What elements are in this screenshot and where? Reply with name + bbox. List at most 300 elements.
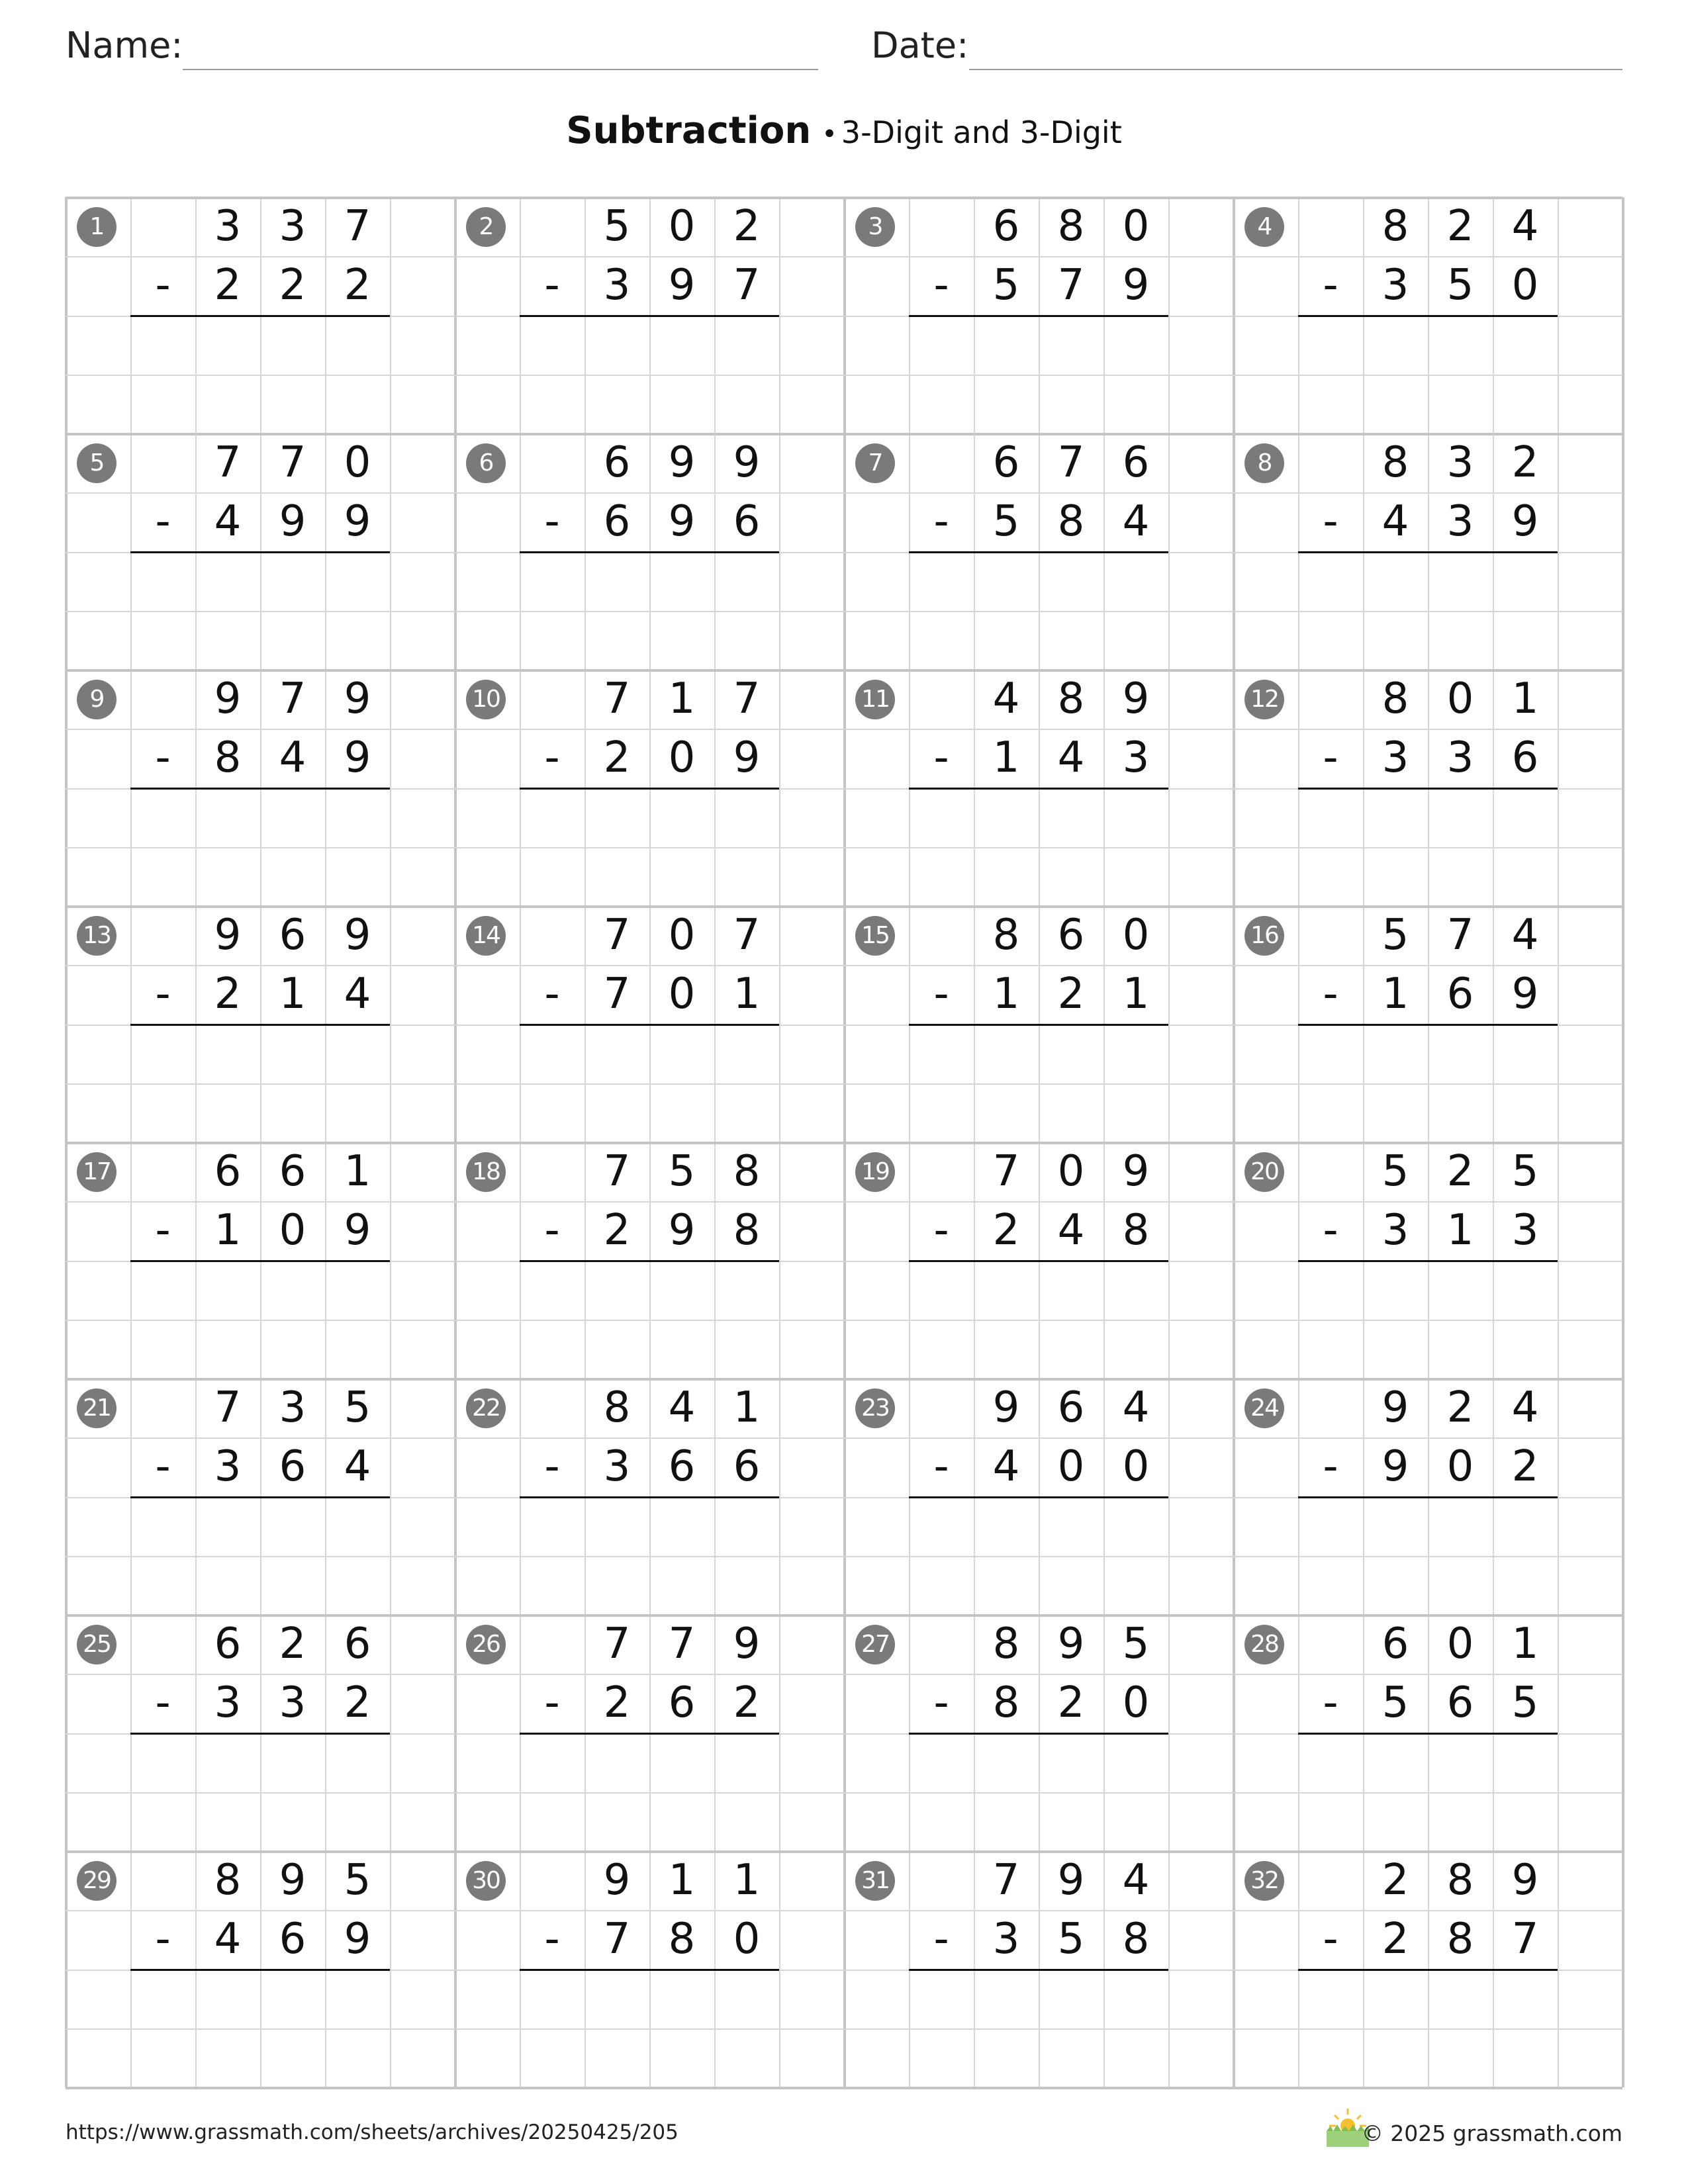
answer-cell[interactable] xyxy=(714,1970,779,2028)
answer-cell[interactable] xyxy=(195,316,260,375)
answer-cell[interactable] xyxy=(260,788,325,847)
answer-cell[interactable] xyxy=(1103,1556,1168,1615)
answer-cell[interactable] xyxy=(585,375,649,433)
answer-cell[interactable] xyxy=(909,1970,974,2028)
answer-cell[interactable] xyxy=(1363,1497,1428,1556)
problem-number-badge: 2 xyxy=(466,207,506,247)
answer-cell[interactable] xyxy=(974,788,1039,847)
answer-cell[interactable] xyxy=(1428,375,1493,433)
answer-cell[interactable] xyxy=(195,2028,260,2087)
answer-cell[interactable] xyxy=(1298,552,1363,611)
answer-cell[interactable] xyxy=(974,1083,1039,1142)
answer-cell[interactable] xyxy=(1493,1497,1558,1556)
subtrahend-digit: 7 xyxy=(1511,1915,1539,1964)
minus-sign: - xyxy=(544,733,560,783)
answer-cell[interactable] xyxy=(909,611,974,670)
answer-cell[interactable] xyxy=(649,552,714,611)
answer-cell[interactable] xyxy=(260,1024,325,1083)
answer-cell[interactable] xyxy=(1363,2028,1428,2087)
minuend-digit: 2 xyxy=(279,1619,306,1668)
answer-cell[interactable] xyxy=(1039,788,1103,847)
problem-number-badge: 13 xyxy=(77,916,117,956)
minuend-digit: 7 xyxy=(992,1147,1020,1196)
answer-cell[interactable] xyxy=(260,1261,325,1320)
answer-cell[interactable] xyxy=(325,788,390,847)
subtrahend-digit: 9 xyxy=(668,497,696,547)
answer-cell[interactable] xyxy=(195,1556,260,1615)
minuend-digit: 4 xyxy=(1122,1383,1150,1432)
minuend-digit: 5 xyxy=(1511,1147,1539,1196)
answer-cell[interactable] xyxy=(1298,2028,1363,2087)
subtrahend-digit: 1 xyxy=(992,733,1020,783)
subtrahend-digit: 1 xyxy=(1382,970,1409,1019)
answer-cell[interactable] xyxy=(974,847,1039,906)
answer-cell[interactable] xyxy=(1103,847,1168,906)
answer-cell[interactable] xyxy=(195,1024,260,1083)
answer-cell[interactable] xyxy=(1493,1024,1558,1083)
answer-cell[interactable] xyxy=(974,1497,1039,1556)
answer-cell[interactable] xyxy=(130,2028,195,2087)
answer-cell[interactable] xyxy=(649,1320,714,1379)
answer-cell[interactable] xyxy=(520,1733,585,1792)
answer-cell[interactable] xyxy=(1363,1556,1428,1615)
minuend-digit: 9 xyxy=(603,1856,631,1905)
answer-cell[interactable] xyxy=(974,1556,1039,1615)
answer-cell[interactable] xyxy=(130,552,195,611)
answer-cell[interactable] xyxy=(325,1024,390,1083)
answer-cell[interactable] xyxy=(260,1320,325,1379)
answer-cell[interactable] xyxy=(1103,552,1168,611)
answer-cell[interactable] xyxy=(714,1497,779,1556)
answer-cell[interactable] xyxy=(714,1261,779,1320)
answer-cell[interactable] xyxy=(325,552,390,611)
answer-cell[interactable] xyxy=(520,1320,585,1379)
answer-cell[interactable] xyxy=(1039,1320,1103,1379)
answer-cell[interactable] xyxy=(1103,1083,1168,1142)
answer-cell[interactable] xyxy=(974,1792,1039,1851)
answer-cell[interactable] xyxy=(1428,1792,1493,1851)
answer-cell[interactable] xyxy=(714,847,779,906)
problem-number-badge: 25 xyxy=(77,1625,117,1664)
answer-cell[interactable] xyxy=(909,1320,974,1379)
answer-cell[interactable] xyxy=(1493,788,1558,847)
answer-cell[interactable] xyxy=(974,1733,1039,1792)
answer-cell[interactable] xyxy=(1493,1733,1558,1792)
answer-cell[interactable] xyxy=(1298,1320,1363,1379)
answer-cell[interactable] xyxy=(585,1733,649,1792)
name-field-line[interactable] xyxy=(183,69,818,70)
answer-cell[interactable] xyxy=(714,375,779,433)
answer-cell[interactable] xyxy=(195,1970,260,2028)
answer-cell[interactable] xyxy=(1298,847,1363,906)
answer-cell[interactable] xyxy=(195,788,260,847)
answer-cell[interactable] xyxy=(130,1970,195,2028)
answer-cell[interactable] xyxy=(1428,316,1493,375)
answer-cell[interactable] xyxy=(909,1083,974,1142)
answer-cell[interactable] xyxy=(1298,788,1363,847)
answer-cell[interactable] xyxy=(585,1556,649,1615)
answer-cell[interactable] xyxy=(130,847,195,906)
answer-cell[interactable] xyxy=(195,552,260,611)
answer-cell[interactable] xyxy=(260,552,325,611)
answer-cell[interactable] xyxy=(260,1792,325,1851)
answer-cell[interactable] xyxy=(130,1083,195,1142)
answer-cell[interactable] xyxy=(130,1792,195,1851)
answer-cell[interactable] xyxy=(1298,611,1363,670)
problem-26 xyxy=(455,1615,844,1851)
answer-cell[interactable] xyxy=(520,611,585,670)
answer-cell[interactable] xyxy=(649,1556,714,1615)
answer-cell[interactable] xyxy=(1363,847,1428,906)
subtrahend-digit: 1 xyxy=(733,970,761,1019)
answer-cell[interactable] xyxy=(1103,788,1168,847)
answer-cell[interactable] xyxy=(585,1024,649,1083)
answer-cell[interactable] xyxy=(1493,552,1558,611)
answer-cell[interactable] xyxy=(649,1733,714,1792)
minuend-digit: 6 xyxy=(214,1147,242,1196)
answer-cell[interactable] xyxy=(1103,1792,1168,1851)
minuend-digit: 1 xyxy=(1511,1619,1539,1668)
answer-cell[interactable] xyxy=(260,1083,325,1142)
answer-cell[interactable] xyxy=(1493,2028,1558,2087)
answer-cell[interactable] xyxy=(520,375,585,433)
answer-cell[interactable] xyxy=(1298,1024,1363,1083)
answer-cell[interactable] xyxy=(1039,1024,1103,1083)
answer-cell[interactable] xyxy=(1039,1083,1103,1142)
answer-cell[interactable] xyxy=(1298,375,1363,433)
answer-cell[interactable] xyxy=(909,1261,974,1320)
answer-cell[interactable] xyxy=(1103,316,1168,375)
subtrahend-digit: 9 xyxy=(1511,497,1539,547)
answer-cell[interactable] xyxy=(195,1792,260,1851)
answer-cell[interactable] xyxy=(325,1261,390,1320)
subtrahend-digit: 3 xyxy=(603,261,631,310)
answer-cell[interactable] xyxy=(585,788,649,847)
answer-cell[interactable] xyxy=(714,1083,779,1142)
answer-cell[interactable] xyxy=(585,611,649,670)
answer-cell[interactable] xyxy=(585,316,649,375)
answer-cell[interactable] xyxy=(649,611,714,670)
answer-cell[interactable] xyxy=(1363,1320,1428,1379)
answer-cell[interactable] xyxy=(585,1970,649,2028)
answer-cell[interactable] xyxy=(585,1083,649,1142)
answer-cell[interactable] xyxy=(260,2028,325,2087)
answer-cell[interactable] xyxy=(649,1083,714,1142)
answer-cell[interactable] xyxy=(1039,1497,1103,1556)
answer-cell[interactable] xyxy=(974,552,1039,611)
answer-cell[interactable] xyxy=(1428,788,1493,847)
answer-cell[interactable] xyxy=(649,375,714,433)
answer-cell[interactable] xyxy=(1298,316,1363,375)
answer-cell[interactable] xyxy=(974,1970,1039,2028)
answer-cell[interactable] xyxy=(974,611,1039,670)
answer-cell[interactable] xyxy=(1103,375,1168,433)
answer-cell[interactable] xyxy=(909,1733,974,1792)
answer-cell[interactable] xyxy=(260,316,325,375)
minus-sign: - xyxy=(544,1206,560,1255)
answer-cell[interactable] xyxy=(1363,1792,1428,1851)
answer-cell[interactable] xyxy=(130,1320,195,1379)
answer-cell[interactable] xyxy=(909,316,974,375)
answer-cell[interactable] xyxy=(1363,1024,1428,1083)
answer-cell[interactable] xyxy=(585,1792,649,1851)
answer-cell[interactable] xyxy=(260,847,325,906)
answer-cell[interactable] xyxy=(1298,1733,1363,1792)
answer-cell[interactable] xyxy=(714,2028,779,2087)
answer-cell[interactable] xyxy=(1039,1792,1103,1851)
answer-cell[interactable] xyxy=(130,1556,195,1615)
answer-cell[interactable] xyxy=(1039,611,1103,670)
subtrahend-digit: 9 xyxy=(344,1915,371,1964)
answer-cell[interactable] xyxy=(130,316,195,375)
answer-cell[interactable] xyxy=(1363,375,1428,433)
answer-cell[interactable] xyxy=(130,375,195,433)
problem-number-badge: 15 xyxy=(855,916,895,956)
answer-cell[interactable] xyxy=(195,847,260,906)
answer-cell[interactable] xyxy=(714,1556,779,1615)
answer-cell[interactable] xyxy=(325,2028,390,2087)
answer-cell[interactable] xyxy=(974,316,1039,375)
problem-22 xyxy=(455,1379,844,1615)
answer-cell[interactable] xyxy=(130,1024,195,1083)
answer-cell[interactable] xyxy=(1493,1261,1558,1320)
answer-cell[interactable] xyxy=(520,1497,585,1556)
answer-cell[interactable] xyxy=(130,611,195,670)
answer-cell[interactable] xyxy=(260,1497,325,1556)
answer-cell[interactable] xyxy=(585,1497,649,1556)
answer-cell[interactable] xyxy=(1363,1261,1428,1320)
answer-cell[interactable] xyxy=(195,375,260,433)
answer-cell[interactable] xyxy=(1428,1083,1493,1142)
answer-cell[interactable] xyxy=(1363,788,1428,847)
answer-cell[interactable] xyxy=(520,1970,585,2028)
answer-cell[interactable] xyxy=(714,788,779,847)
answer-cell[interactable] xyxy=(974,1024,1039,1083)
answer-cell[interactable] xyxy=(1428,1497,1493,1556)
answer-cell[interactable] xyxy=(325,375,390,433)
answer-cell[interactable] xyxy=(260,611,325,670)
answer-cell[interactable] xyxy=(649,1261,714,1320)
answer-cell[interactable] xyxy=(325,847,390,906)
answer-cell[interactable] xyxy=(714,1733,779,1792)
answer-cell[interactable] xyxy=(520,788,585,847)
answer-cell[interactable] xyxy=(195,1733,260,1792)
answer-cell[interactable] xyxy=(130,1497,195,1556)
answer-cell[interactable] xyxy=(325,1497,390,1556)
answer-cell[interactable] xyxy=(1298,1497,1363,1556)
answer-cell[interactable] xyxy=(585,1261,649,1320)
answer-cell[interactable] xyxy=(520,552,585,611)
answer-cell[interactable] xyxy=(1493,1320,1558,1379)
answer-cell[interactable] xyxy=(1039,1970,1103,2028)
answer-cell[interactable] xyxy=(1428,552,1493,611)
answer-cell[interactable] xyxy=(1298,1970,1363,2028)
answer-cell[interactable] xyxy=(325,1792,390,1851)
answer-cell[interactable] xyxy=(649,788,714,847)
answer-cell[interactable] xyxy=(909,1556,974,1615)
answer-cell[interactable] xyxy=(325,1083,390,1142)
minuend-digit: 8 xyxy=(1382,438,1409,487)
answer-cell[interactable] xyxy=(649,1024,714,1083)
problem-6 xyxy=(455,433,844,670)
answer-cell[interactable] xyxy=(649,1970,714,2028)
answer-cell[interactable] xyxy=(195,611,260,670)
answer-cell[interactable] xyxy=(520,1024,585,1083)
answer-cell[interactable] xyxy=(974,1320,1039,1379)
answer-cell[interactable] xyxy=(714,552,779,611)
answer-cell[interactable] xyxy=(1428,847,1493,906)
answer-cell[interactable] xyxy=(1428,1024,1493,1083)
answer-cell[interactable] xyxy=(195,1083,260,1142)
answer-cell[interactable] xyxy=(130,1261,195,1320)
answer-cell[interactable] xyxy=(974,375,1039,433)
answer-cell[interactable] xyxy=(1493,847,1558,906)
answer-cell[interactable] xyxy=(649,1497,714,1556)
answer-cell[interactable] xyxy=(1103,1320,1168,1379)
answer-cell[interactable] xyxy=(520,1792,585,1851)
answer-cell[interactable] xyxy=(1493,375,1558,433)
answer-cell[interactable] xyxy=(909,375,974,433)
answer-cell[interactable] xyxy=(909,1792,974,1851)
answer-cell[interactable] xyxy=(714,1792,779,1851)
minuend-digit: 7 xyxy=(668,1619,696,1668)
minus-sign: - xyxy=(155,1442,171,1492)
answer-cell[interactable] xyxy=(520,847,585,906)
answer-cell[interactable] xyxy=(1298,1556,1363,1615)
answer-cell[interactable] xyxy=(1103,1970,1168,2028)
answer-cell[interactable] xyxy=(1103,611,1168,670)
answer-cell[interactable] xyxy=(325,611,390,670)
minus-sign: - xyxy=(1323,497,1338,547)
answer-cell[interactable] xyxy=(1363,1733,1428,1792)
minus-sign: - xyxy=(155,1678,171,1728)
answer-cell[interactable] xyxy=(1428,2028,1493,2087)
problem-number-badge: 23 xyxy=(855,1388,895,1428)
answer-cell[interactable] xyxy=(1493,1556,1558,1615)
answer-cell[interactable] xyxy=(1428,1261,1493,1320)
answer-cell[interactable] xyxy=(1039,1556,1103,1615)
answer-cell[interactable] xyxy=(1103,1733,1168,1792)
answer-cell[interactable] xyxy=(1428,1733,1493,1792)
problem-15 xyxy=(844,906,1233,1142)
answer-cell[interactable] xyxy=(325,316,390,375)
answer-cell[interactable] xyxy=(260,375,325,433)
answer-cell[interactable] xyxy=(130,1733,195,1792)
minuend-digit: 7 xyxy=(603,911,631,960)
answer-cell[interactable] xyxy=(130,788,195,847)
answer-cell[interactable] xyxy=(1039,316,1103,375)
answer-cell[interactable] xyxy=(1493,1083,1558,1142)
answer-cell[interactable] xyxy=(1103,1261,1168,1320)
answer-cell[interactable] xyxy=(325,1556,390,1615)
answer-cell[interactable] xyxy=(1363,1083,1428,1142)
answer-cell[interactable] xyxy=(325,1320,390,1379)
answer-cell[interactable] xyxy=(909,788,974,847)
answer-cell[interactable] xyxy=(1363,611,1428,670)
answer-cell[interactable] xyxy=(585,847,649,906)
answer-cell[interactable] xyxy=(714,1024,779,1083)
answer-cell[interactable] xyxy=(260,1556,325,1615)
answer-cell[interactable] xyxy=(909,2028,974,2087)
minuend-digit: 6 xyxy=(279,1147,306,1196)
answer-cell[interactable] xyxy=(195,1497,260,1556)
answer-cell[interactable] xyxy=(714,316,779,375)
answer-cell[interactable] xyxy=(714,1320,779,1379)
answer-cell[interactable] xyxy=(1493,1970,1558,2028)
answer-cell[interactable] xyxy=(1493,1792,1558,1851)
answer-cell[interactable] xyxy=(1103,1024,1168,1083)
answer-cell[interactable] xyxy=(1363,316,1428,375)
answer-cell[interactable] xyxy=(909,1497,974,1556)
subtrahend-digit: 7 xyxy=(1057,261,1085,310)
answer-cell[interactable] xyxy=(909,847,974,906)
answer-cell[interactable] xyxy=(260,1970,325,2028)
subtrahend-digit: 2 xyxy=(214,261,242,310)
answer-cell[interactable] xyxy=(649,2028,714,2087)
date-field-line[interactable] xyxy=(969,69,1622,70)
answer-cell[interactable] xyxy=(974,2028,1039,2087)
answer-cell[interactable] xyxy=(974,1261,1039,1320)
answer-cell[interactable] xyxy=(1298,1792,1363,1851)
answer-cell[interactable] xyxy=(325,1733,390,1792)
answer-cell[interactable] xyxy=(1428,1556,1493,1615)
answer-cell[interactable] xyxy=(714,611,779,670)
answer-cell[interactable] xyxy=(1298,1083,1363,1142)
answer-cell[interactable] xyxy=(1493,316,1558,375)
answer-cell[interactable] xyxy=(585,552,649,611)
answer-cell[interactable] xyxy=(1039,375,1103,433)
subtrahend-digit: 8 xyxy=(1446,1915,1474,1964)
answer-cell[interactable] xyxy=(520,1083,585,1142)
answer-cell[interactable] xyxy=(1363,552,1428,611)
answer-cell[interactable] xyxy=(1493,611,1558,670)
answer-cell[interactable] xyxy=(1428,1970,1493,2028)
answer-cell[interactable] xyxy=(1039,1733,1103,1792)
answer-cell[interactable] xyxy=(909,552,974,611)
answer-cell[interactable] xyxy=(909,1024,974,1083)
answer-cell[interactable] xyxy=(520,2028,585,2087)
answer-cell[interactable] xyxy=(1103,1497,1168,1556)
subtrahend-digit: 8 xyxy=(1057,497,1085,547)
answer-cell[interactable] xyxy=(1428,1320,1493,1379)
answer-cell[interactable] xyxy=(1298,1261,1363,1320)
answer-cell[interactable] xyxy=(1103,2028,1168,2087)
problem-10 xyxy=(455,670,844,906)
answer-cell[interactable] xyxy=(649,847,714,906)
answer-cell[interactable] xyxy=(195,1261,260,1320)
minuend-digit: 7 xyxy=(1057,438,1085,487)
answer-cell[interactable] xyxy=(325,1970,390,2028)
answer-cell[interactable] xyxy=(1039,552,1103,611)
answer-cell[interactable] xyxy=(520,1261,585,1320)
answer-cell[interactable] xyxy=(1039,847,1103,906)
answer-cell[interactable] xyxy=(649,316,714,375)
answer-cell[interactable] xyxy=(195,1320,260,1379)
answer-cell[interactable] xyxy=(1363,1970,1428,2028)
answer-cell[interactable] xyxy=(649,1792,714,1851)
answer-cell[interactable] xyxy=(520,316,585,375)
answer-cell[interactable] xyxy=(1039,1261,1103,1320)
subtrahend-digit: 9 xyxy=(279,497,306,547)
answer-cell[interactable] xyxy=(585,2028,649,2087)
answer-cell[interactable] xyxy=(585,1320,649,1379)
answer-cell[interactable] xyxy=(520,1556,585,1615)
problem-21 xyxy=(66,1379,455,1615)
answer-cell[interactable] xyxy=(1428,611,1493,670)
answer-cell[interactable] xyxy=(260,1733,325,1792)
minuend-digit: 5 xyxy=(1122,1619,1150,1668)
answer-cell[interactable] xyxy=(1039,2028,1103,2087)
